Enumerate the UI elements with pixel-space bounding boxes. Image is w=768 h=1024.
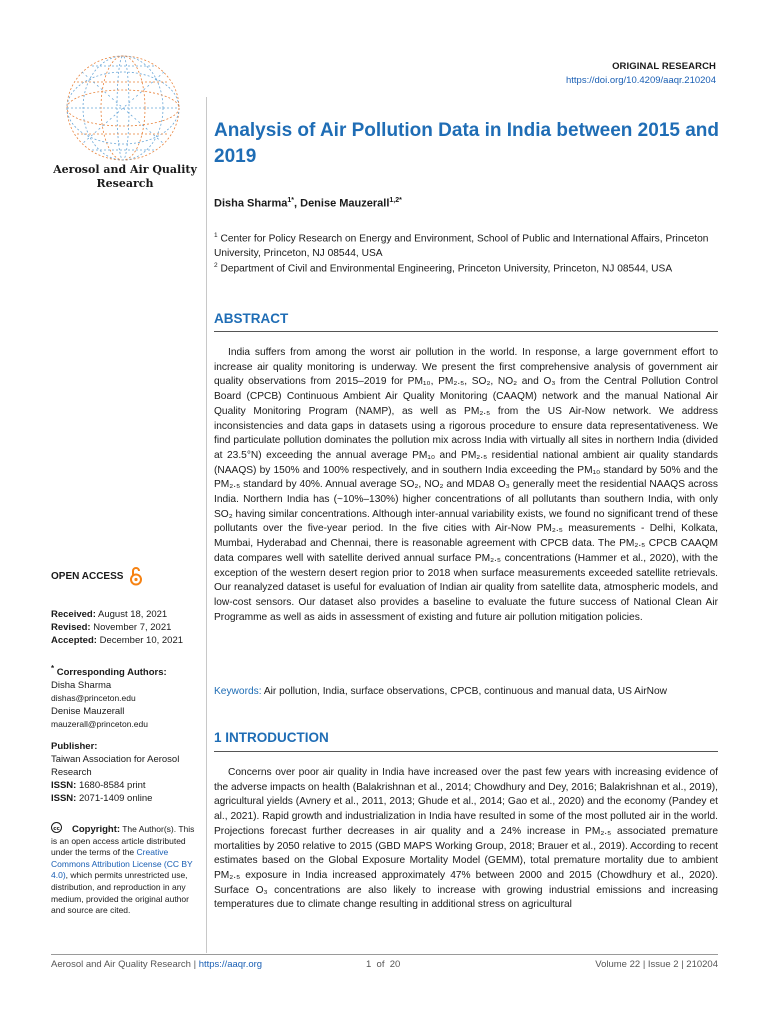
copyright-notice <box>51 822 201 917</box>
open-access-lock-icon <box>129 566 143 586</box>
corresponding-author-name: Disha Sharma <box>51 680 112 692</box>
corresponding-author-name: Denise Mauzerall <box>51 706 125 718</box>
author-marks: 1,2* <box>389 197 402 204</box>
publisher-label: Publisher: <box>51 741 98 752</box>
open-access-badge <box>51 566 143 586</box>
keywords-label: Keywords: <box>214 686 262 697</box>
affiliation-mark: 2 <box>214 262 218 269</box>
svg-text:cc: cc <box>53 825 60 832</box>
author-name: Disha Sharma <box>214 197 288 210</box>
publisher-info <box>51 740 201 805</box>
article-dates <box>51 608 201 647</box>
copyright-text: This is an open access article distributed under the terms of the <box>51 824 195 858</box>
affiliation-2 <box>214 258 719 276</box>
affiliation-1 <box>214 228 719 261</box>
corresponding-label: * Corresponding Authors: <box>51 664 167 679</box>
abstract-rule <box>214 331 718 332</box>
publisher-name: Taiwan Association for Aerosol Research <box>51 754 180 778</box>
open-access-label: OPEN ACCESS <box>51 570 124 582</box>
creative-commons-icon <box>51 822 68 833</box>
corresponding-author-email[interactable]: mauzerall@princeton.edu <box>51 719 148 730</box>
keywords <box>214 686 718 697</box>
abstract-text: India suffers from among the worst air pollution in the world. In response, a large government effort to increase air quality monitoring is underway. We present the first comprehensive analysis of government air quality observations from 2015–2019 for PM₁₀, PM₂.₅, SO₂, NO₂ and O₃ from the Central Pollution Control Board (CPCB) Continuous Ambient Air Quality Monitoring (CAAQM) network and the manual National Air Quality Monitoring Program (NAMP), as well as PM₂.₅ from the US Air-Now network. We address inconsistencies and data gaps in datasets using a rigorous procedure to ensure data representativeness. We find particulate pollution dominates the pollution mix across India with virtually all sites in northern India (divided at 23.5°N) exceeding the annual average PM₁₀ and PM₂.₅ residential national ambient air quality standards (NAAQS) by 150% and 100% respectively, and in southern India exceeding the PM₁₀ standard by 50% and the PM₂.₅ standard by 40%. Annual average SO₂, NO₂ and MDA8 O₃ generally meet the residential NAAQS across India. Northern India has (~10%–130%) higher concentrations of all pollutants than southern India, with only SO₂ having similar concentrations. Although inter-annual variability exists, we found no significant trend of these pollutants over the five-year period. In the five cities with Air-Now PM₂.₅ measurements - Delhi, Kolkata, Mumbai, Hyderabad and Chennai, there is reasonable agreement with CPCB data. The PM₂.₅ CPCB CAAQM data compares well with satellite derived annual surface PM₂.₅ concentrations (Hammer et al., 2020), with the exception of the western desert region prior to 2018 when surface measurements exceeded satellite retrievals. Our reanalyzed dataset is useful for evaluation of Indian air quality from satellite data, atmospheric models, and low-cost sensors. Our dataset also provides a baseline to evaluate the future success of National Clean Air Programme as well as aids in assessment of existing and future air pollution mitigation policies. <box>214 347 718 623</box>
introduction-text: Concerns over poor air quality in India have increased over the past few years with increasing evidence of the adverse impacts on health (Balakrishnan et al., 2014; Chowdhury and Dey, 2016; Balakrishnan et al., 2019), agricultural yields (Avnery et al., 2011, 2013; Ghude et al., 2014; Gao et al., 2020) and the economy (Pandey et al., 2021). Rapid growth and industrialization in India have resulted in some of the most polluted air in the world. Projections forecast further decreases in air quality and a 24% increase in PM₂.₅ associated premature mortalities by 2050 relative to 2015 (GBD MAPS Working Group, 2018; Brauer et al., 2019). According to recent estimates based on the Global Exposure Mortality Model (GEMM), total premature mortality due to ambient PM₂.₅ exposure in India increased approximately 47% between 2000 and 2015 (Chowdhury et al., 2020). Surface O₃ concentrations are also likely to increase with growing industrial emissions and increasing temperatures due to climate change resulting in additional stress on agricultural <box>214 767 718 911</box>
author-list <box>214 197 402 210</box>
affiliation-text: Center for Policy Research on Energy and Environment, School of Public and International Affairs, Princeton University, Princeton, NJ 08544, USA <box>214 233 709 260</box>
received-date: Received: August 18, 2021 <box>51 609 168 620</box>
journal-name: Aerosol and Air Quality Research <box>53 163 197 190</box>
copyright-text: , which permits unrestricted use, distribution, and reproduction in any medium, provided the original author and source are cited. <box>51 870 189 916</box>
footer-journal <box>51 959 262 970</box>
affiliation-text: Department of Civil and Environmental Engineering, Princeton University, Princeton, NJ 08544, USA <box>217 263 673 275</box>
footer-separator: | <box>190 959 199 970</box>
corresponding-author-email[interactable]: dishas@princeton.edu <box>51 693 136 704</box>
introduction-heading: 1 INTRODUCTION <box>214 730 329 745</box>
footer-rule <box>51 954 718 955</box>
accepted-date: Accepted: December 10, 2021 <box>51 635 184 646</box>
article-title: Analysis of Air Pollution Data in India between 2015 and 2019 <box>214 120 720 167</box>
volume-issue: Volume 22 | Issue 2 | 210204 <box>595 959 718 970</box>
sidebar-divider <box>206 97 207 953</box>
author-marks: 1* <box>287 197 294 204</box>
introduction-rule <box>214 751 718 752</box>
doi-link[interactable]: https://doi.org/10.4209/aaqr.210204 <box>565 75 716 86</box>
author-name: Denise Mauzerall <box>300 197 390 210</box>
journal-logo-globe-icon <box>62 52 184 164</box>
author-separator: , <box>294 197 301 210</box>
affiliation-mark: 1 <box>214 232 218 239</box>
issn-print: ISSN: 1680-8584 print <box>51 780 146 791</box>
page-number: 1 of 20 <box>366 959 401 970</box>
license-link[interactable]: Creative Commons Attribution License (CC BY 4.0) <box>51 847 193 881</box>
abstract-heading: ABSTRACT <box>214 311 289 326</box>
corresponding-authors <box>51 662 201 731</box>
footer-url-link[interactable]: https://aaqr.org <box>198 959 263 970</box>
copyright-owner: The Author(s). <box>120 824 177 834</box>
issn-online: ISSN: 2071-1409 online <box>51 793 153 804</box>
article-type: ORIGINAL RESEARCH <box>612 61 716 72</box>
footer-journal-name: Aerosol and Air Quality Research <box>51 959 191 970</box>
copyright-label: Copyright: <box>72 824 121 835</box>
revised-date: Revised: November 7, 2021 <box>51 622 172 633</box>
keywords-text: Air pollution, India, surface observations, CPCB, continuous and manual data, US AirNow <box>261 686 668 697</box>
